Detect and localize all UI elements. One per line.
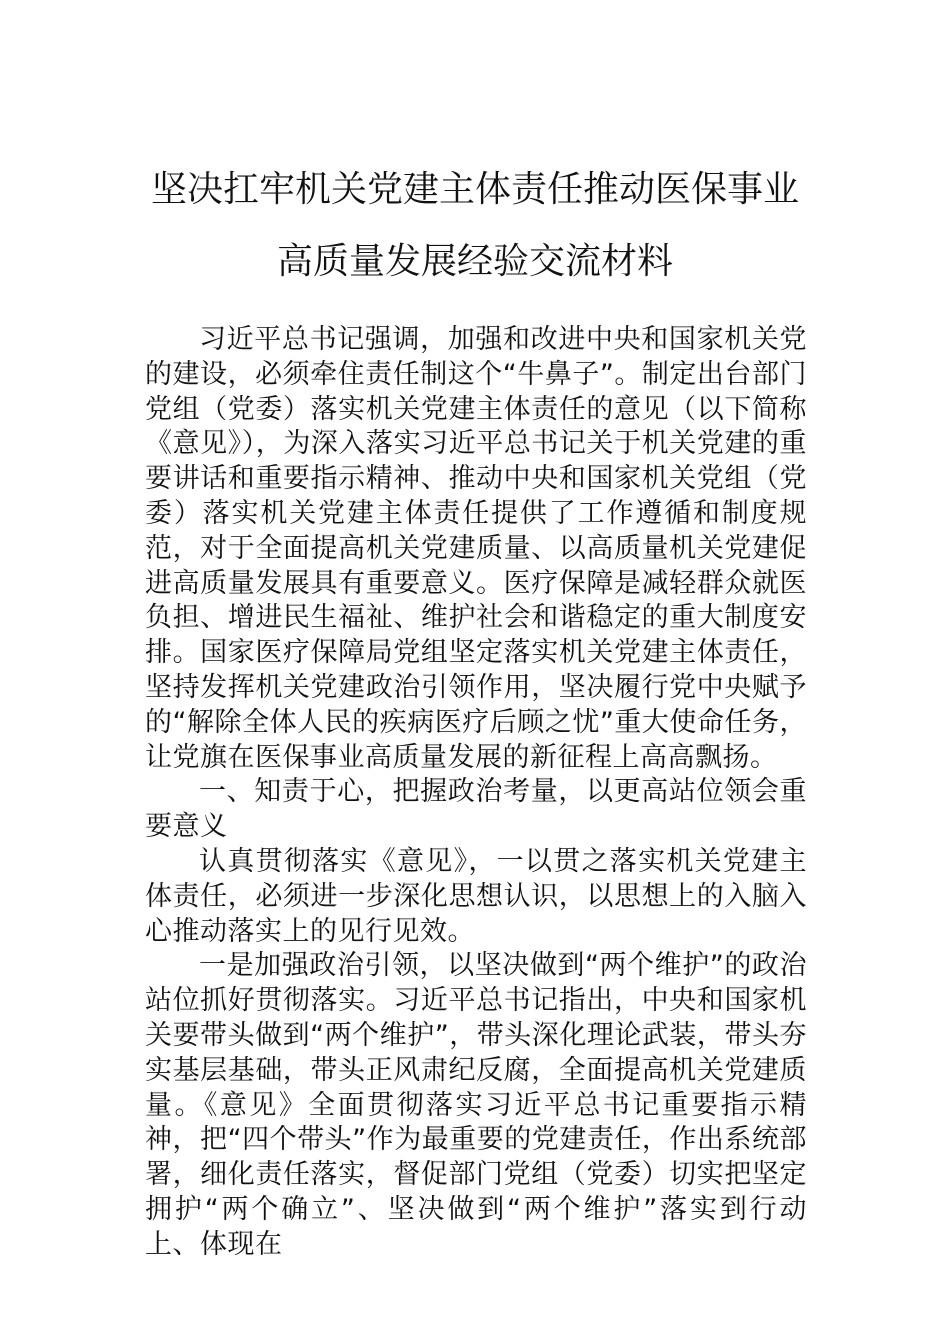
paragraph-section-1-intro: 认真贯彻落实《意见》，一以贯之落实机关党建主体责任，必须进一步深化思想认识，以思想上的入脑入心推动落实上的见行见效。 bbox=[145, 845, 807, 947]
document-title-line-1: 坚决扛牢机关党建主体责任推动医保事业 bbox=[150, 169, 799, 210]
paragraph-intro: 习近平总书记强调，加强和改进中央和国家机关党的建设，必须牵住责任制这个“牛鼻子”。制定出台部门党组（党委）落实机关党建主体责任的意见（以下简称《意见》），为深入落实习近平总书记关于机关党建的重要讲话和重要指示精神、推动中央和国家机关党组（党委）落实机关党建主体责任提供了工作遵循和制度规范，对于全面提高机关党建质量、以高质量机关党建促进高质量发展具有重要意义。医疗保障是减轻群众就医负担、增进民生福祉、维护社会和谐稳定的重大制度安排。国家医疗保障局党组坚定落实机关党建主体责任，坚持发挥机关党建政治引领作用，坚决履行党中央赋予的“解除全体人民的疾病医疗后顾之忧”重大使命任务，让党旗在医保事业高质量发展的新征程上高高飘扬。 bbox=[145, 324, 807, 773]
document-title-line-2: 高质量发展经验交流材料 bbox=[276, 241, 673, 282]
document-body bbox=[145, 323, 807, 1263]
section-heading-1: 一、知责于心，把握政治考量，以更高站位领会重要意义 bbox=[145, 776, 807, 843]
paragraph-point-1: 一是加强政治引领，以坚决做到“两个维护”的政治站位抓好贯彻落实。习近平总书记指出，中央和国家机关要带头做到“两个维护”，带头深化理论武装，带头夯实基层基础，带头正风肃纪反腐，全面提高机关党建质量。《意见》全面贯彻落实习近平总书记重要指示精神，把“四个带头”作为最重要的党建责任，作出系统部署，细化责任落实，督促部门党组（党委）切实把坚定拥护“两个确立”、坚决做到“两个维护”落实到行动上、体现在 bbox=[145, 950, 807, 1260]
